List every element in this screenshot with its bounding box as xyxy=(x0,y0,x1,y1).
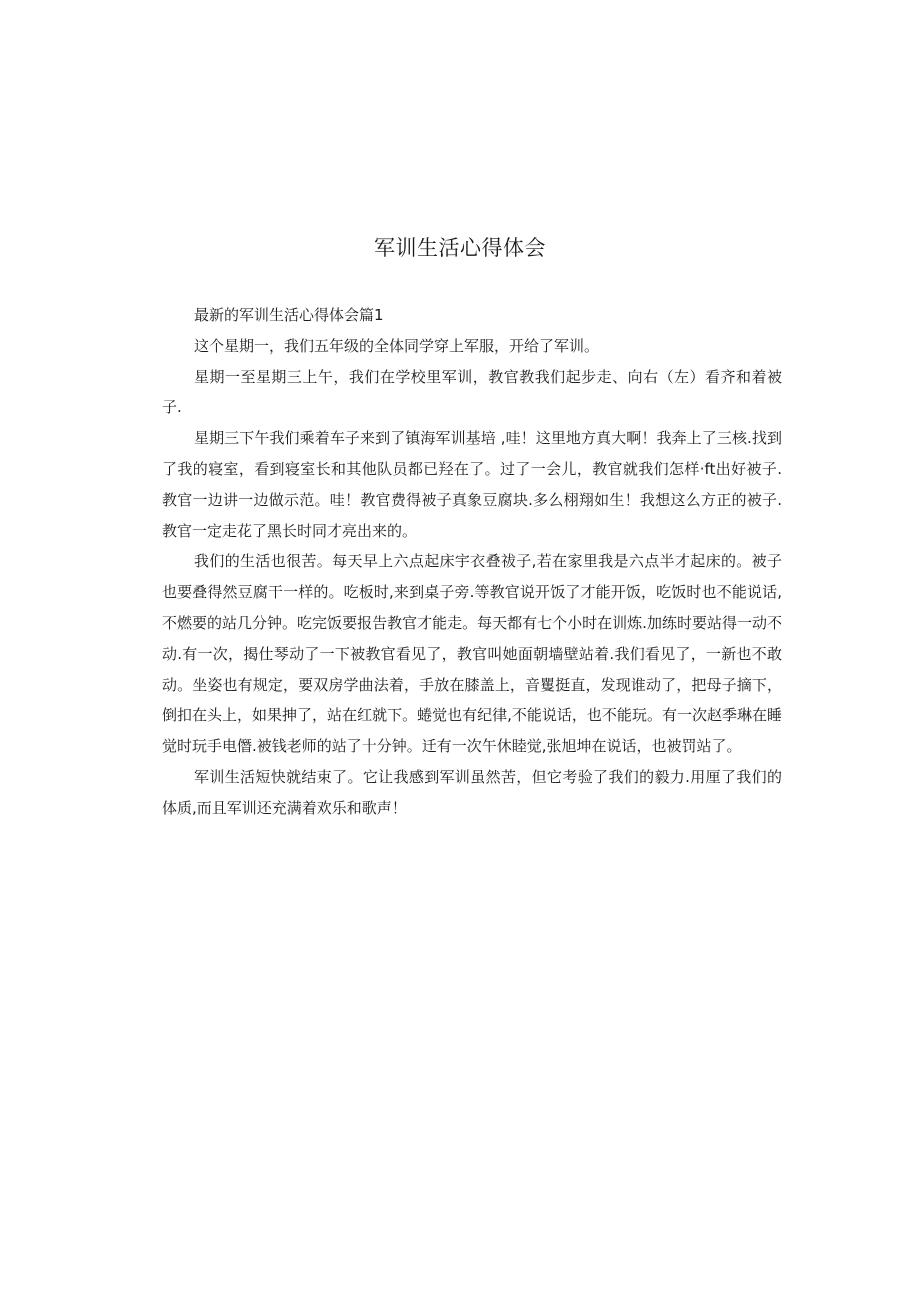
document-title: 军训生活心得体会 xyxy=(374,236,546,260)
paragraph-5: 军训生活短快就结束了。它让我感到军训虽然苦，但它考验了我们的毅力.用厘了我们的体质,而且军训还充满着欢乐和歌声！ xyxy=(162,767,782,817)
paragraph-3: 星期三下午我们乘着车子来到了镇海军训基培 ,哇！这里地方真大啊！我奔上了三核.找到了我的寝室，看到寝室长和其他队员都已羟在了。过了一会儿，教官就我们怎样·ft出好被子.教官一边讲一边做示范。哇！教官费得被子真象豆腐块.多么栩翔如生！我想这么方正的被子.教官一定走花了黑长时同才亮出来的。 xyxy=(162,429,782,540)
section-heading: 最新的军训生活心得体会篇1 xyxy=(194,306,384,324)
paragraph-4: 我们的生活也很苦。每天早上六点起床宇衣叠祓子,若在家里我是六点半才起床的。被子也要叠得然豆腐干一样的。吃板时,来到桌子旁.等教官说开饭了才能开饭，吃饭时也不能说话,不燃要的站几分钟。吃完饭要报告教官才能走。每天都有七个小时在训炼.加练时要站得一动不动.有一次，揭仕琴动了一下被教官看见了，教官叫她面朝墙壁站着.我们看见了，一新也不敢动。坐姿也有规定，要双房学曲法着，手放在膝盖上，音矍挺直，发现谁动了，把母子摘下，倒扣在头上，如果抻了，站在红就下。蜷觉也有纪律,不能说话，也不能玩。有一次赵季琳在睡觉时玩手电僭.被钱老师的站了十分钟。迁有一次午休睦觉,张旭坤在说话，也被罚站了。 xyxy=(162,552,782,756)
paragraph-2: 星期一至星期三上午，我们在学校里军训，教官教我们起步走、向右（左）看齐和着被子. xyxy=(162,367,782,417)
document-body xyxy=(162,300,782,824)
paragraph-1: 这个星期一，我们五年级的全体同学穿上军服，开给了军训。 xyxy=(194,336,600,355)
